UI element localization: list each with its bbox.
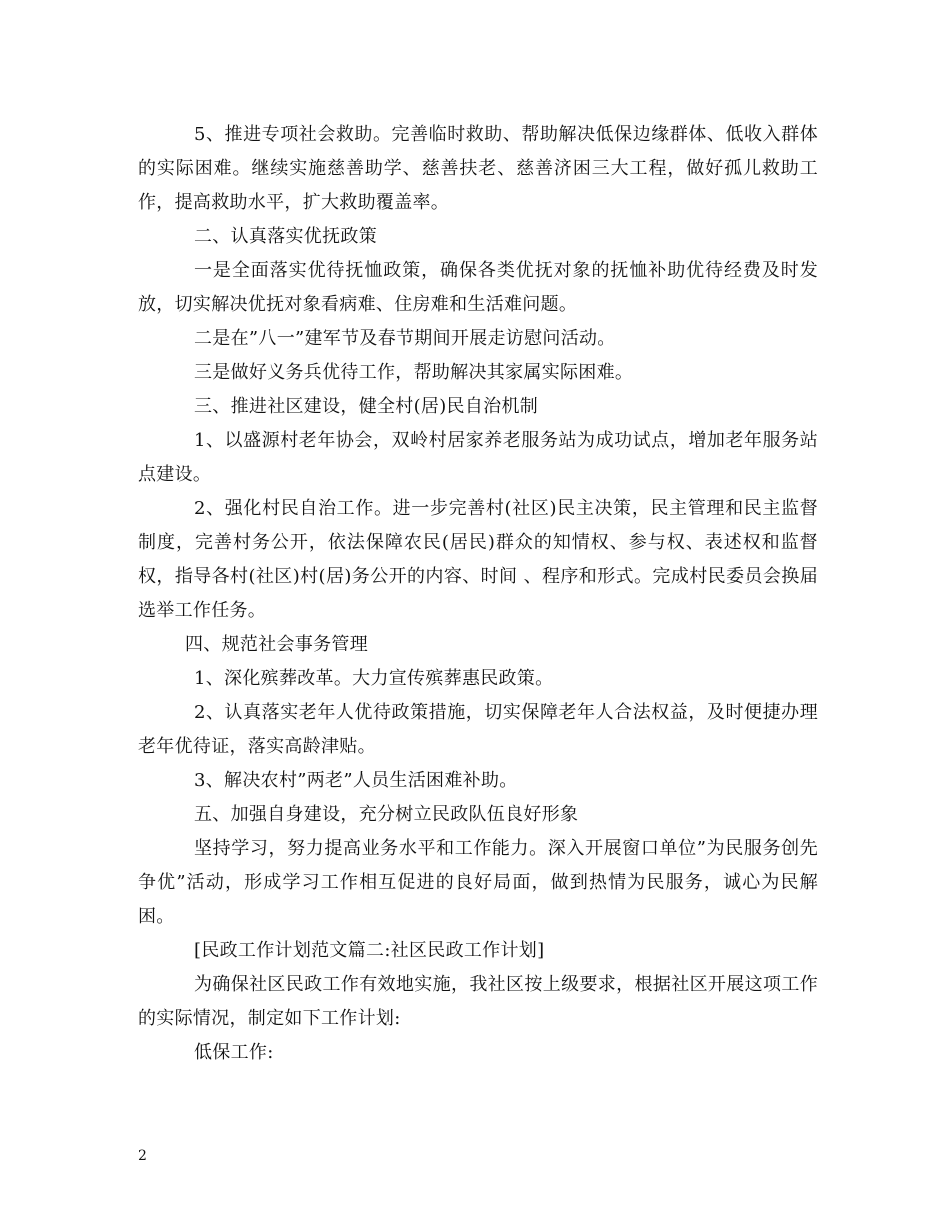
heading-subsistence-work: 低保工作: [194, 1042, 274, 1063]
document-body [138, 118, 818, 1070]
paragraph-rural-subsidy: 3、解决农村”两老”人员生活困难补助。 [194, 770, 518, 791]
paragraph-elderly-association: 1、以盛源村老年协会，双岭村居家养老服务站为成功试点，增加老年服务站点建设。 [138, 430, 818, 485]
section-title-part-two: [民政工作计划范文篇二:社区民政工作计划] [194, 940, 545, 961]
paragraph-study-service: 坚持学习，努力提高业务水平和工作能力。深入开展窗口单位”为民服务创先争优”活动，形成学习工作相互促进的良好局面，做到热情为民服务，诚心为民解困。 [138, 838, 818, 927]
paragraph-soldier-support: 三是做好义务兵优待工作，帮助解决其家属实际困难。 [194, 362, 634, 383]
paragraph-funeral-reform: 1、深化殡葬改革。大力宣传殡葬惠民政策。 [194, 668, 554, 689]
paragraph-special-relief: 5、推进专项社会救助。完善临时救助、帮助解决低保边缘群体、低收入群体的实际困难。继续实施慈善助学、慈善扶老、慈善济困三大工程，做好孤儿救助工作，提高救助水平，扩大救助覆盖率。 [138, 124, 818, 213]
heading-social-affairs: 四、规范社会事务管理 [185, 634, 368, 655]
paragraph-pension-policy: 一是全面落实优待抚恤政策，确保各类优抚对象的抚恤补助优待经费及时发放，切实解决优抚对象看病难、住房难和生活难问题。 [138, 260, 818, 315]
paragraph-community-plan-intro: 为确保社区民政工作有效地实施，我社区按上级要求，根据社区开展这项工作的实际情况，制定如下工作计划: [138, 974, 818, 1029]
heading-preferential-policy: 二、认真落实优抚政策 [194, 226, 377, 247]
paragraph-elderly-policy: 2、认真落实老年人优待政策措施，切实保障老年人合法权益，及时便捷办理老年优待证，落实高龄津贴。 [138, 702, 818, 757]
page-number: 2 [138, 1148, 147, 1164]
paragraph-village-autonomy: 2、强化村民自治工作。进一步完善村(社区)民主决策，民主管理和民主监督制度，完善村务公开，依法保障农民(居民)群众的知情权、参与权、表述权和监督权，指导各村(社区)村(居)务公开的内容、时间 、程序和形式。完成村民委员会换届选举工作任务。 [138, 498, 818, 621]
heading-community-building: 三、推进社区建设，健全村(居)民自治机制 [194, 396, 539, 417]
heading-self-building: 五、加强自身建设，充分树立民政队伍良好形象 [194, 804, 579, 825]
paragraph-visit-activities: 二是在”八一”建军节及春节期间开展走访慰问活动。 [194, 328, 616, 349]
